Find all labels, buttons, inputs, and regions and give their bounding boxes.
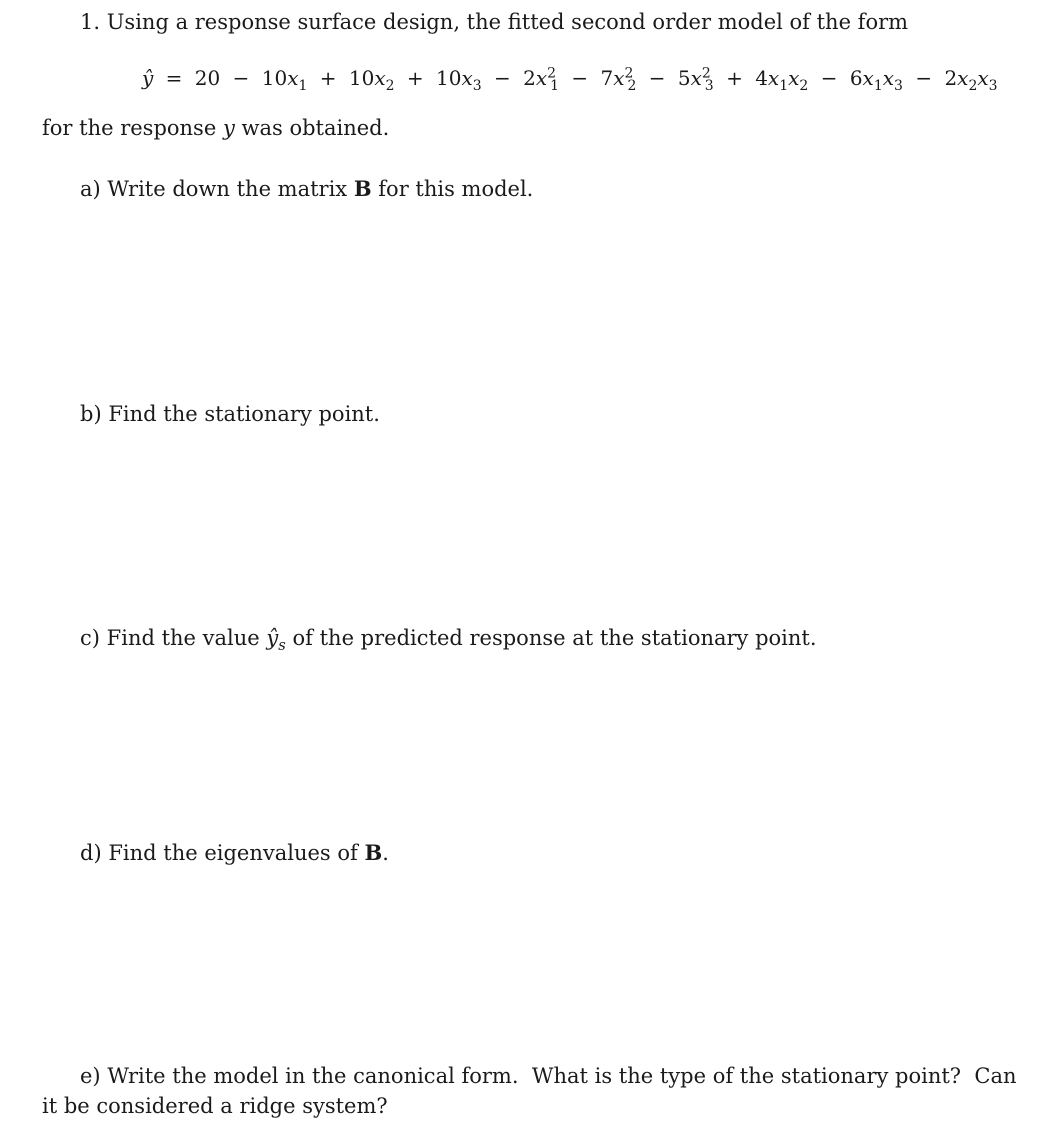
eq-term-x1sq: $2x^2_1$	[523, 65, 560, 94]
eq-equals: =	[165, 66, 183, 90]
problem-intro-text: Using a response surface design, the fitted second order model of the form	[106, 10, 909, 34]
model-equation: ŷ = $20 - 10x_1 + 10x_2 + 10x_3 - 2x^2_1 - 7x^2_2 - 5x^2_3 + 4x_1x_2 - 6x_1x_3 - 2x_2x_3$	[142, 65, 998, 94]
response-var: y	[222, 116, 235, 140]
response-statement: for the response y was obtained.	[42, 116, 390, 140]
eq-term-intercept: 20	[194, 66, 221, 90]
problem-intro	[80, 12, 908, 33]
part-c: c) Find the value $ŷ_s$ of the predicted response at the stationary point.	[80, 626, 817, 655]
part-d: d) Find the eigenvalues of B.	[80, 840, 389, 865]
eq-term-x2sq: $7x^2_2$	[600, 65, 637, 94]
eq-term-x2x3: $2x_2x_3$	[944, 66, 998, 94]
matrix-b-symbol: B	[364, 840, 383, 865]
problem-number: 1.	[80, 10, 101, 34]
part-b-label: b)	[80, 402, 102, 426]
part-e-line2: it be considered a ridge system?	[42, 1094, 388, 1118]
eq-term-x1: $10x_1$	[261, 66, 308, 94]
part-a-label: a)	[80, 177, 101, 201]
eq-term-x1x2: $4x_1x_2$	[755, 66, 809, 94]
part-a: a) Write down the matrix B for this model.	[80, 176, 534, 201]
matrix-b-symbol: B	[353, 176, 372, 201]
part-e-label: e)	[80, 1064, 101, 1088]
eq-term-x1x3: $6x_1x_3$	[849, 66, 903, 94]
eq-term-x3: $10x_3$	[436, 66, 482, 94]
y-hat-s-symbol: $ŷ_s$	[266, 626, 286, 655]
eq-lhs: ŷ	[142, 66, 154, 90]
part-e-line1: e) Write the model in the canonical form. What is the type of the stationary point? Can	[80, 1064, 1017, 1088]
part-c-label: c)	[80, 626, 100, 650]
part-b: b) Find the stationary point.	[80, 402, 380, 426]
part-d-label: d)	[80, 841, 102, 865]
eq-term-x3sq: $5x^2_3$	[677, 65, 714, 94]
eq-term-x2: $10x_2$	[348, 66, 395, 94]
